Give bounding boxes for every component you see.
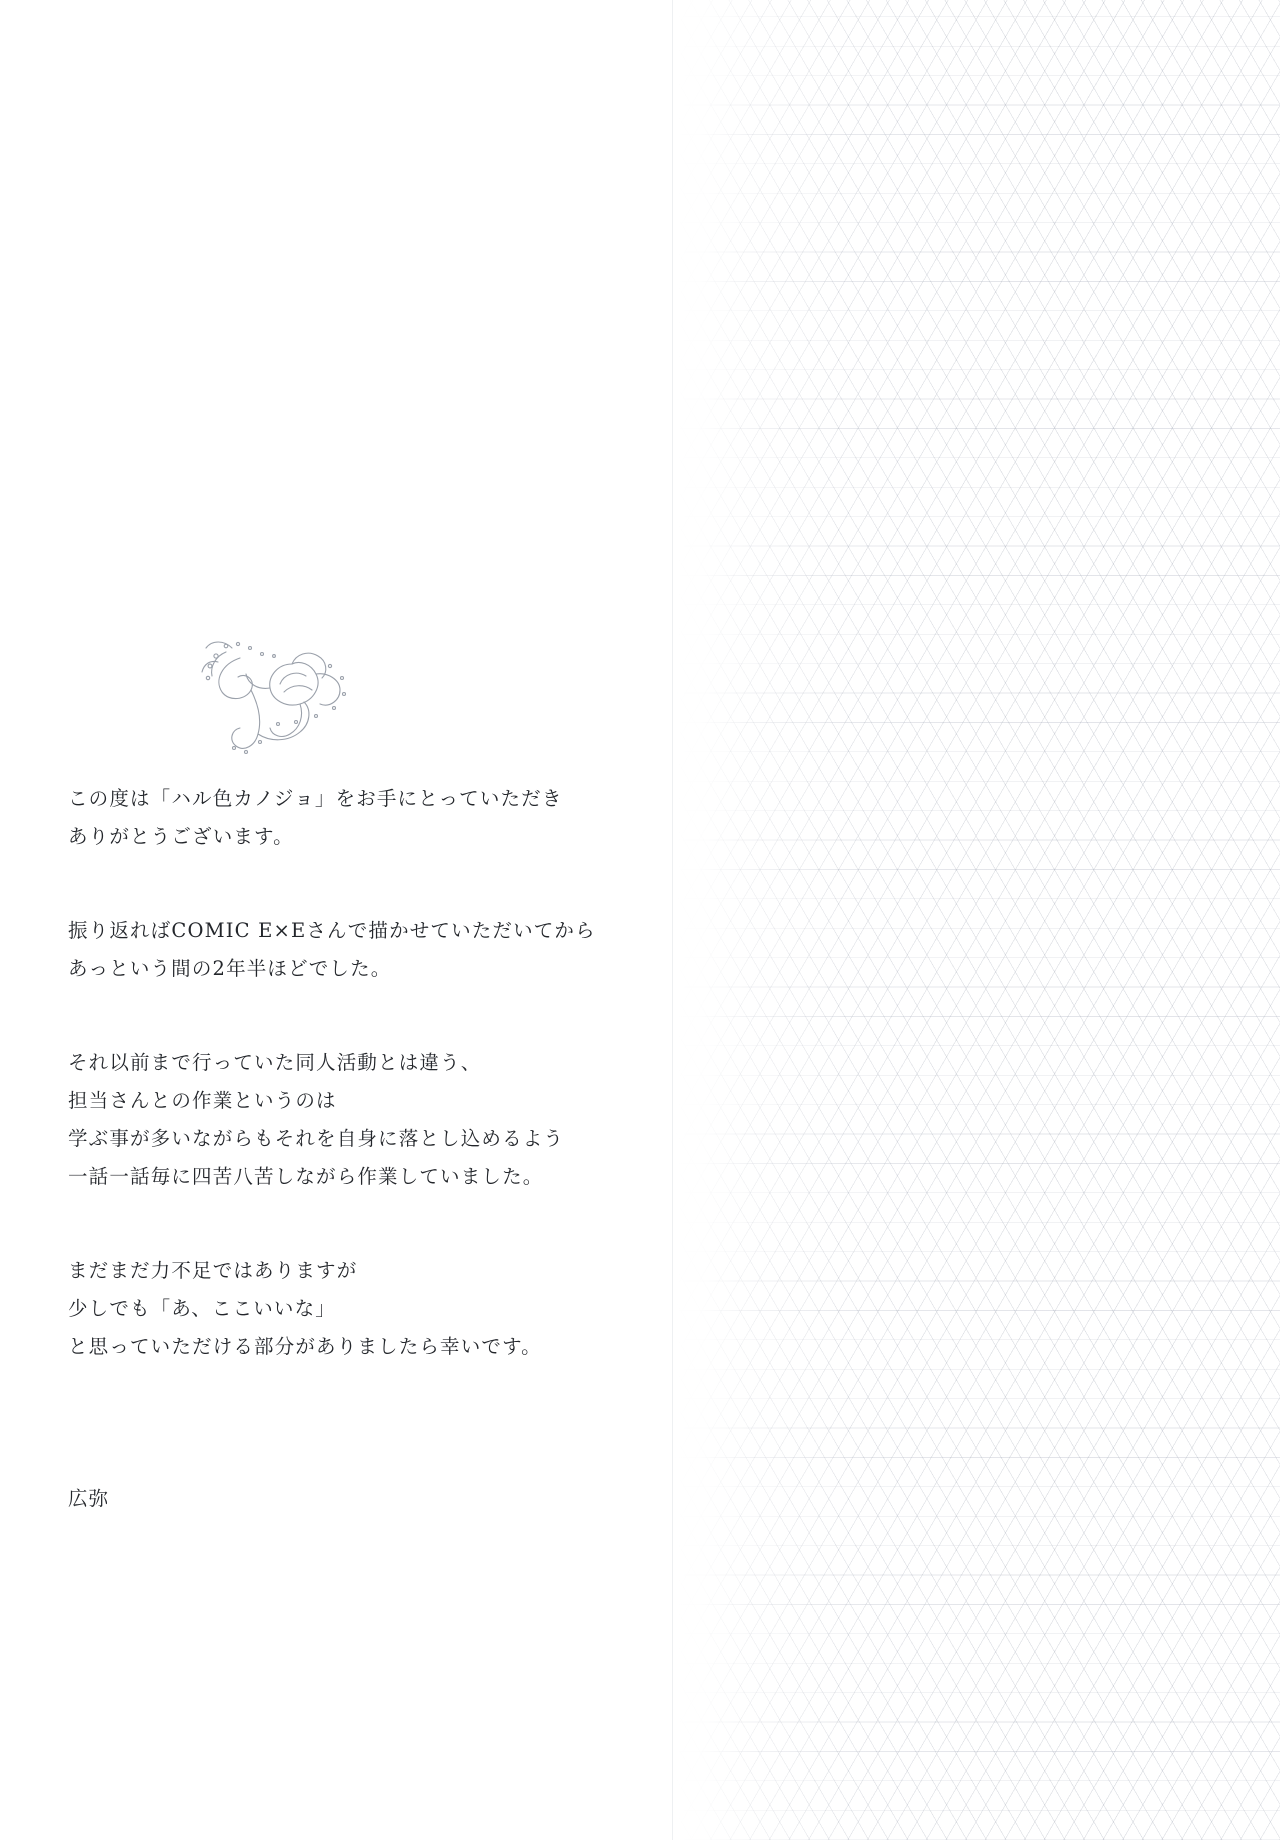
afterword-line: 学ぶ事が多いながらもそれを自身に落とし込めるよう [68,1127,565,1150]
afterword-line: ありがとうございます。 [68,825,294,848]
afterword-line: 少しでも「あ、ここいいな」 [68,1297,336,1320]
afterword-text-block [68,780,688,1366]
afterword-paragraph [68,912,688,988]
honeycomb-lattice-pattern [672,0,1280,1840]
afterword-paragraph [68,1044,688,1196]
floral-flourish-ornament [196,630,376,770]
afterword-line: この度は「ハル色カノジョ」をお手にとっていただき [68,787,563,810]
afterword-line: 振り返ればCOMIC E×Eさんで描かせていただいてから [68,919,596,942]
afterword-line: 一話一話毎に四苦八苦しながら作業していました。 [68,1165,544,1188]
afterword-line: 担当さんとの作業というのは [68,1089,337,1112]
afterword-line: あっという間の2年半ほどでした。 [68,957,392,980]
afterword-line: まだまだ力不足ではありますが [68,1259,358,1282]
afterword-line: と思っていただける部分がありましたら幸いです。 [68,1335,542,1358]
afterword-paragraph [68,1252,688,1366]
author-signature: 広弥 [68,1487,110,1510]
afterword-line: それ以前まで行っていた同人活動とは違う、 [68,1051,482,1074]
afterword-paragraph [68,780,688,856]
